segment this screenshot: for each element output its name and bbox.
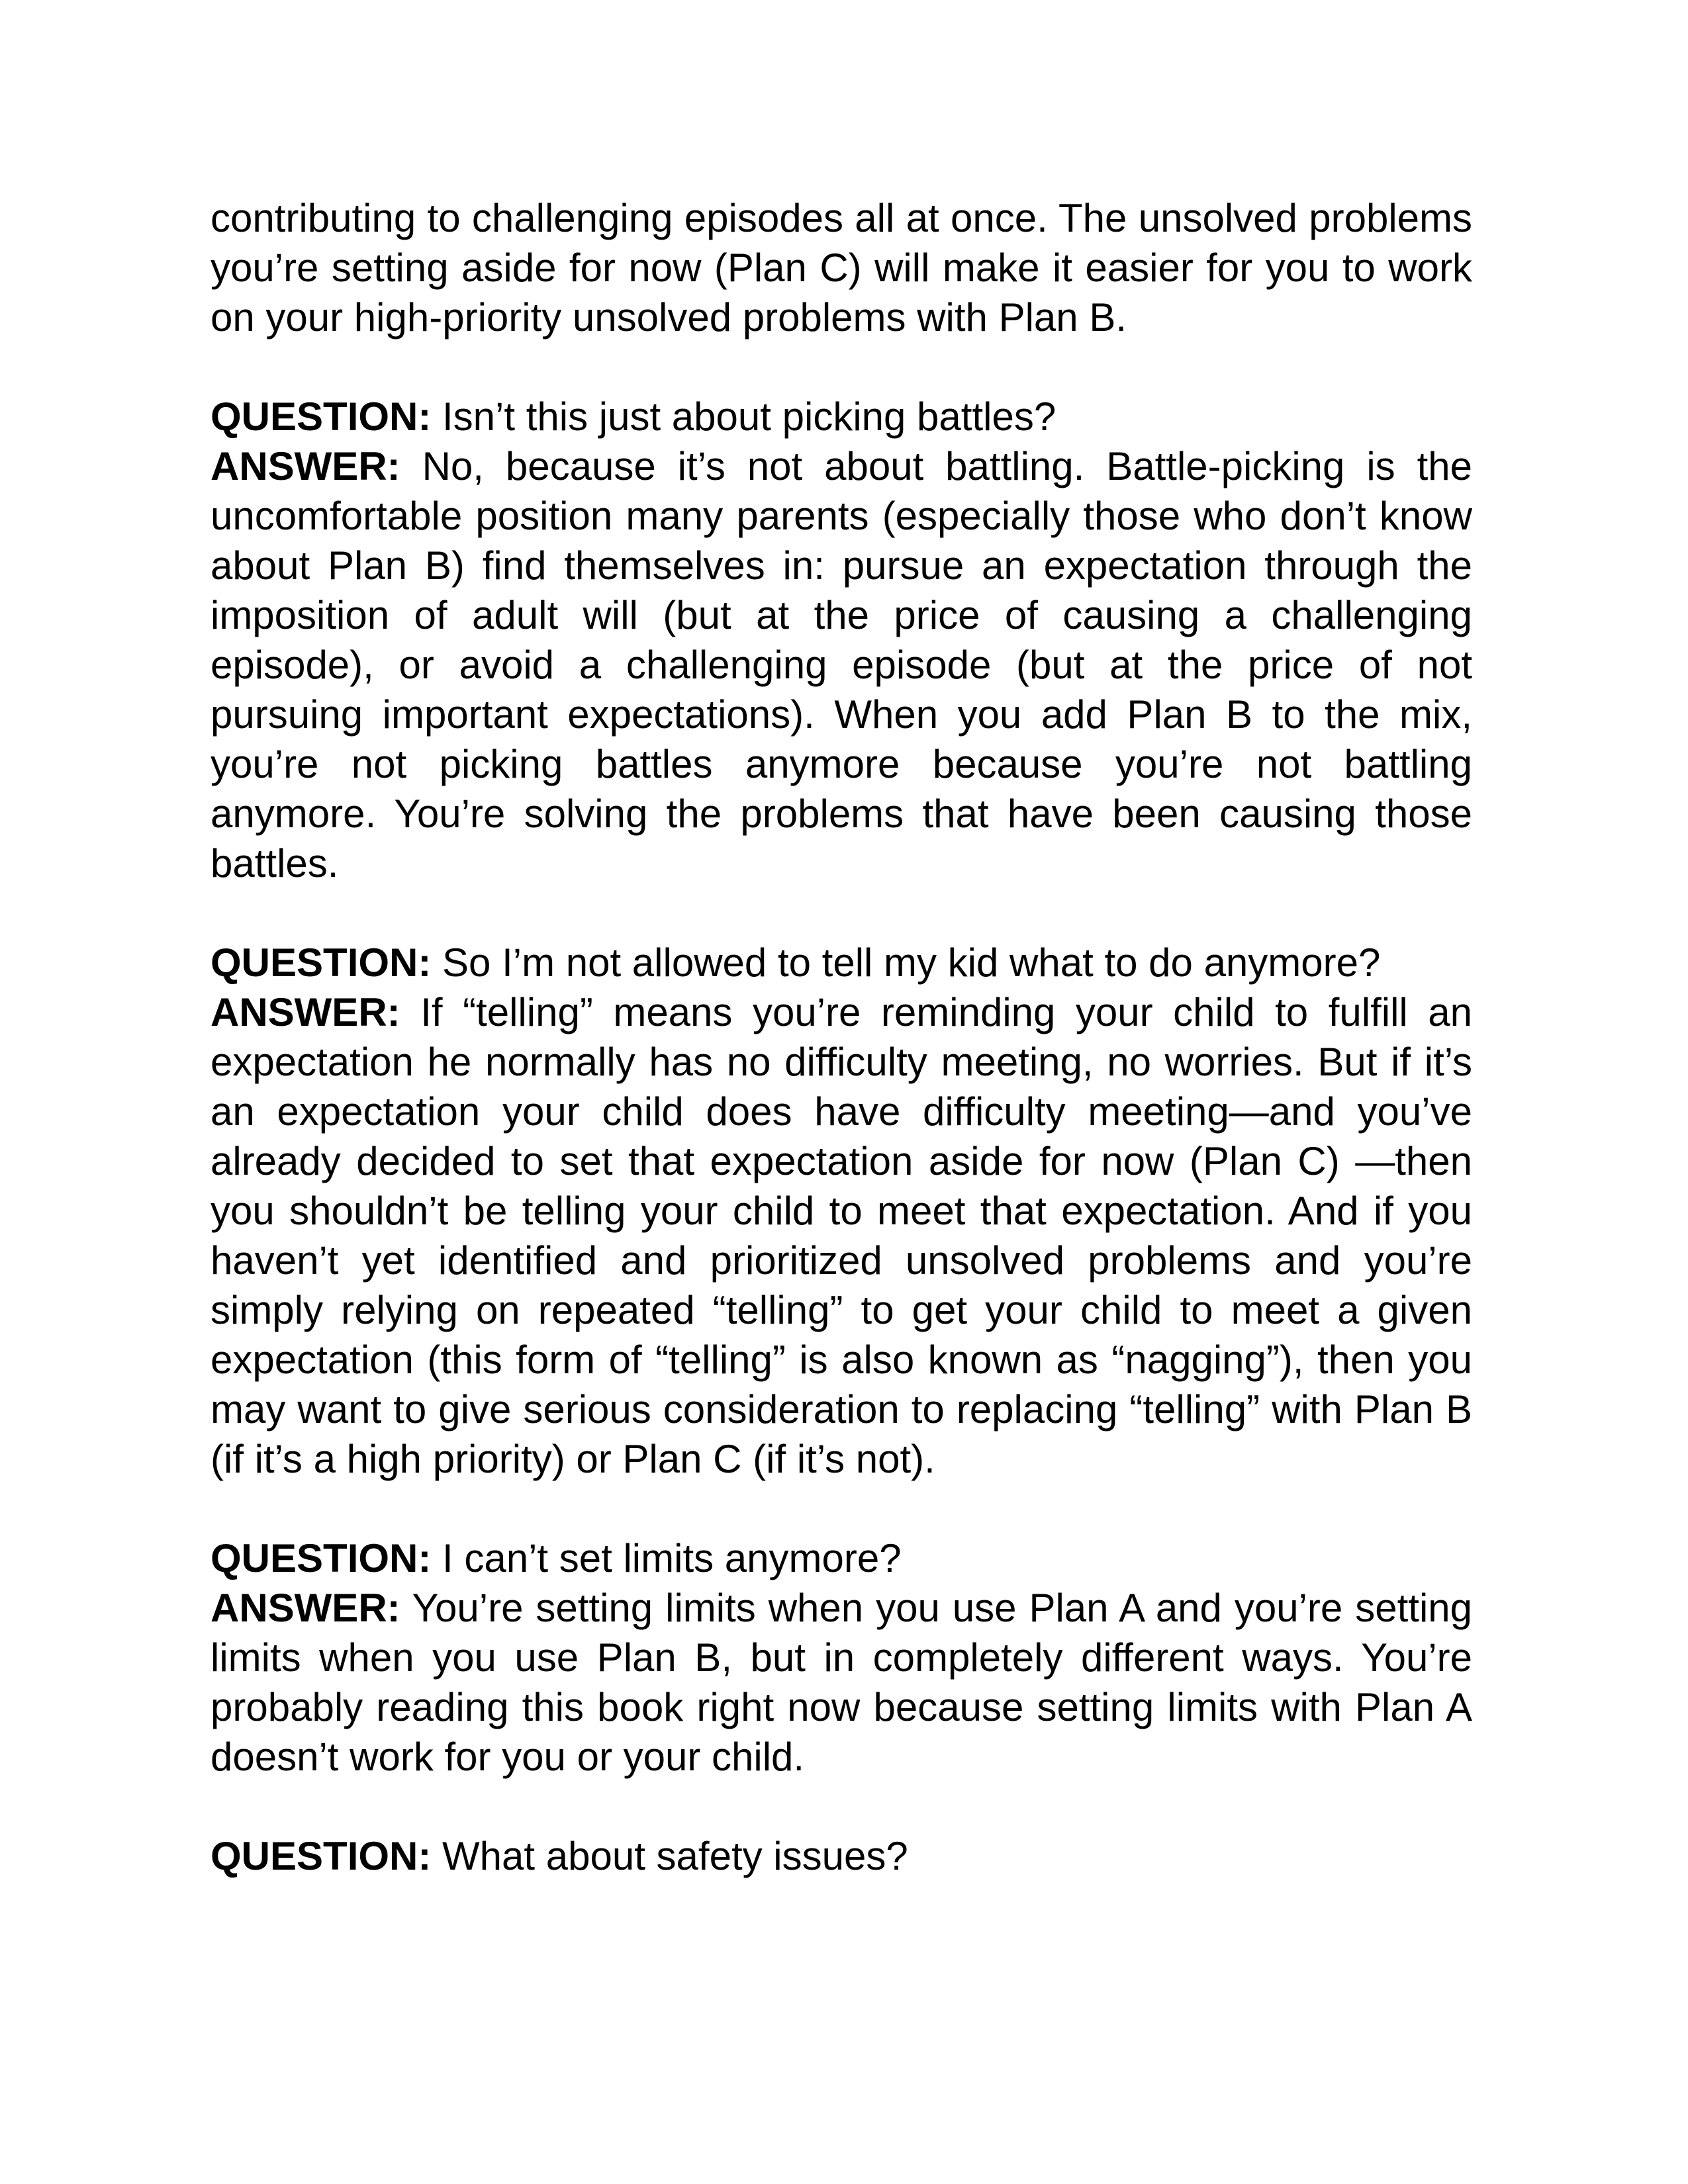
answer-3 bbox=[211, 1583, 1472, 1782]
answer-label: ANSWER: bbox=[211, 1586, 400, 1630]
answer-1-text: No, because it’s not about battling. Battle-picking is the uncomfortable position many parents (especially those who don’t know about Plan B) find themselves in: pursue an expectation through the imposition of adult will (but at the price of causing a challenging episode), or avoid a challenging episode (but at the price of not pursuing important expectations). When you add Plan B to the mix, you’re not picking battles anymore because you’re not battling anymore. You’re solving the problems that have been causing those battles. bbox=[211, 444, 1472, 886]
intro-paragraph: contributing to challenging episodes all at once. The unsolved problems you’re setting aside for now (Plan C) will make it easier for you to work on your high-priority unsolved problems with Plan B. bbox=[211, 196, 1472, 340]
answer-label: ANSWER: bbox=[211, 444, 400, 488]
paragraph-gap bbox=[211, 342, 1472, 392]
question-label: QUESTION: bbox=[211, 394, 432, 439]
question-3-text: I can’t set limits anymore? bbox=[442, 1536, 902, 1580]
question-label: QUESTION: bbox=[211, 1834, 432, 1878]
paragraph-gap bbox=[211, 1782, 1472, 1831]
answer-2-text: If “telling” means you’re reminding your child to fulfill an expectation he normally has no difficulty meeting, no worries. But if it’s an expectation your child does have difficulty meeting—and you’ve already decided to set that expectation aside for now (Plan C) —then you shouldn’t be telling your child to meet that expectation. And if you haven’t yet identified and prioritized unsolved problems and you’re simply relying on repeated “telling” to get your child to meet a given expectation (this form of “telling” is also known as “nagging”), then you may want to give serious consideration to replacing “telling” with Plan B (if it’s a high priority) or Plan C (if it’s not). bbox=[211, 990, 1473, 1481]
question-1 bbox=[211, 392, 1472, 441]
question-4 bbox=[211, 1831, 1472, 1881]
paragraph-gap bbox=[211, 1484, 1472, 1533]
question-label: QUESTION: bbox=[211, 1536, 432, 1580]
answer-2 bbox=[211, 987, 1472, 1484]
question-3 bbox=[211, 1533, 1472, 1583]
paragraph-gap bbox=[211, 888, 1472, 938]
answer-3-text: You’re setting limits when you use Plan A and you’re setting limits when you use Plan B, but in completely different ways. You’re probably reading this book right now because setting limits with Plan A doesn’t work for you or your child. bbox=[211, 1586, 1473, 1779]
answer-label: ANSWER: bbox=[211, 990, 400, 1034]
answer-1 bbox=[211, 441, 1472, 888]
question-label: QUESTION: bbox=[211, 940, 432, 985]
question-1-text: Isn’t this just about picking battles? bbox=[442, 394, 1056, 439]
question-2 bbox=[211, 938, 1472, 987]
question-2-text: So I’m not allowed to tell my kid what to do anymore? bbox=[442, 940, 1381, 985]
document-page bbox=[211, 193, 1472, 1881]
question-4-text: What about safety issues? bbox=[442, 1834, 908, 1878]
